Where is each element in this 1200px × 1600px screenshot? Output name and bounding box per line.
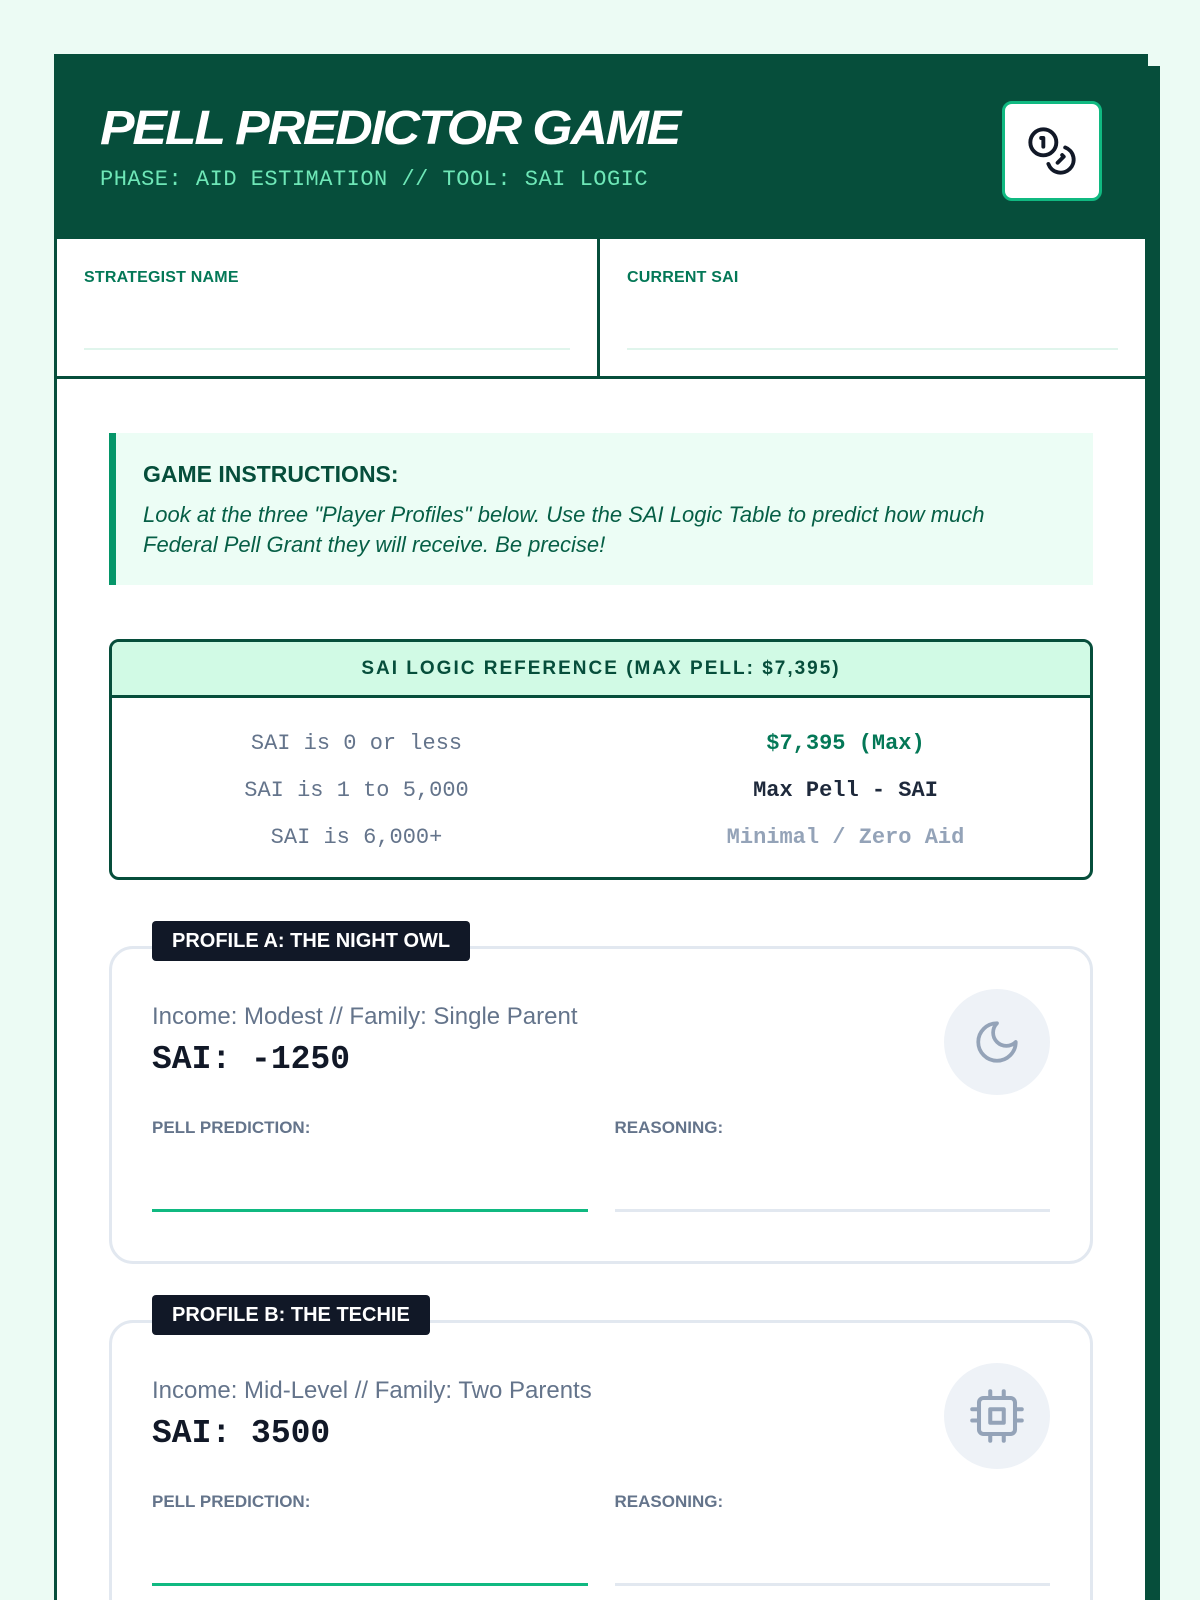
profile-card-a bbox=[109, 930, 1093, 1264]
current-sai-label: CURRENT SAI bbox=[627, 269, 739, 286]
header bbox=[57, 57, 1145, 239]
reference-row bbox=[112, 814, 1090, 861]
reasoning-input-line[interactable] bbox=[615, 1583, 1051, 1586]
reference-condition: SAI is 0 or less bbox=[250, 731, 463, 756]
pell-prediction-input-line[interactable] bbox=[152, 1583, 588, 1586]
reasoning-label: REASONING: bbox=[614, 1118, 724, 1137]
pell-prediction-field[interactable] bbox=[152, 1118, 588, 1212]
reference-result: Minimal / Zero Aid bbox=[726, 825, 965, 850]
instructions-box bbox=[109, 433, 1093, 585]
profile-tag: PROFILE A: THE NIGHT OWL bbox=[152, 921, 470, 961]
answer-fields bbox=[152, 1492, 1050, 1586]
profile-card-b bbox=[109, 1304, 1093, 1600]
pell-prediction-input-line[interactable] bbox=[152, 1209, 588, 1212]
pell-prediction-label: PELL PREDICTION: bbox=[152, 1118, 311, 1137]
profile-icon-badge bbox=[944, 1363, 1050, 1469]
reference-row bbox=[112, 720, 1090, 767]
page-title: PELL PREDICTOR GAME bbox=[100, 102, 680, 155]
reasoning-field[interactable] bbox=[615, 1492, 1051, 1586]
profile-box bbox=[109, 946, 1093, 1264]
instructions-title: GAME INSTRUCTIONS: bbox=[143, 461, 399, 487]
main-content bbox=[57, 379, 1145, 1600]
reasoning-label: REASONING: bbox=[614, 1492, 724, 1511]
reference-result: $7,395 (Max) bbox=[766, 731, 925, 756]
cpu-chip-icon bbox=[970, 1389, 1024, 1443]
reasoning-field[interactable] bbox=[615, 1118, 1051, 1212]
reference-rows bbox=[112, 698, 1090, 861]
current-sai-field[interactable] bbox=[600, 239, 1145, 376]
coins-icon bbox=[1026, 125, 1078, 177]
reasoning-input-line[interactable] bbox=[615, 1209, 1051, 1212]
reference-result: Max Pell - SAI bbox=[753, 778, 938, 803]
profile-box bbox=[109, 1320, 1093, 1600]
reference-row bbox=[112, 767, 1090, 814]
strategist-name-input-line[interactable] bbox=[84, 348, 570, 350]
strategist-name-field[interactable] bbox=[57, 239, 600, 376]
profile-sai: SAI: -1250 bbox=[152, 1041, 351, 1078]
reference-title: SAI LOGIC REFERENCE (MAX PELL: $7,395) bbox=[112, 642, 1090, 698]
profile-tag: PROFILE B: THE TECHIE bbox=[152, 1295, 430, 1335]
sai-logic-reference-table bbox=[109, 639, 1093, 880]
profile-icon-badge bbox=[944, 989, 1050, 1095]
profile-meta: Income: Modest // Family: Single Parent bbox=[152, 1003, 578, 1030]
profile-sai: SAI: 3500 bbox=[152, 1415, 331, 1452]
instructions-body: Look at the three "Player Profiles" below. Use the SAI Logic Table to predict how much Federal Pell Grant they will receive. Be precise! bbox=[143, 502, 985, 557]
pell-prediction-label: PELL PREDICTION: bbox=[152, 1492, 311, 1511]
page-subtitle: PHASE: AID ESTIMATION // TOOL: SAI LOGIC bbox=[100, 167, 649, 192]
strategist-name-label: STRATEGIST NAME bbox=[84, 269, 239, 286]
profile-meta: Income: Mid-Level // Family: Two Parents bbox=[152, 1377, 592, 1404]
answer-fields bbox=[152, 1118, 1050, 1212]
moon-icon bbox=[972, 1017, 1022, 1067]
reference-condition: SAI is 6,000+ bbox=[270, 825, 443, 850]
reference-condition: SAI is 1 to 5,000 bbox=[244, 778, 469, 803]
logo-badge bbox=[1002, 101, 1102, 201]
pell-prediction-field[interactable] bbox=[152, 1492, 588, 1586]
current-sai-input-line[interactable] bbox=[627, 348, 1118, 350]
worksheet-card bbox=[54, 54, 1148, 1600]
student-fields bbox=[57, 239, 1145, 379]
